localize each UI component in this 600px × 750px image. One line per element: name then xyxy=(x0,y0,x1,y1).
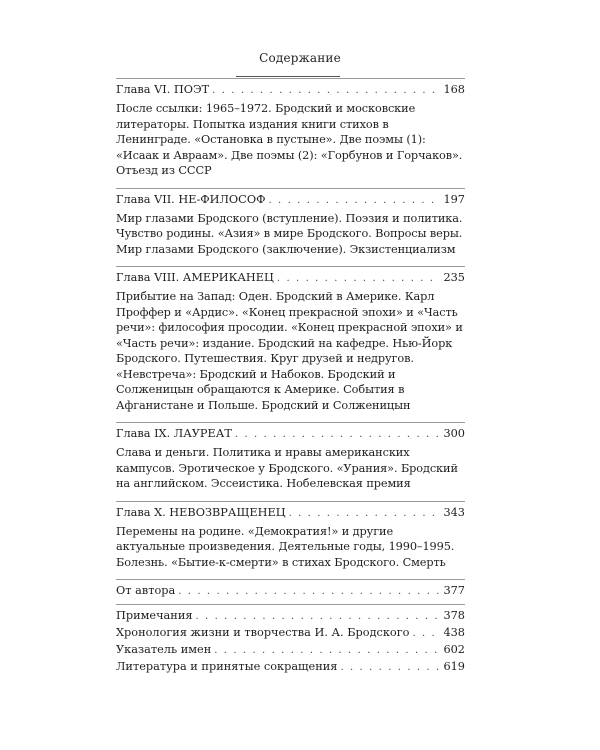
page-number: 343 xyxy=(443,505,465,519)
toc-entry[interactable] xyxy=(116,625,465,642)
toc-entry[interactable] xyxy=(116,608,465,625)
dot-leader xyxy=(212,83,440,99)
toc-entry[interactable] xyxy=(116,426,465,443)
toc-section-chapter-9 xyxy=(116,422,465,501)
page-number: 619 xyxy=(443,660,465,673)
page-number: 438 xyxy=(443,626,465,639)
toc-section-chapter-6 xyxy=(116,78,465,188)
chapter-description: После ссылки: 1965–1972. Бродский и московские литераторы. Попытка издания книги стихов в Ленинграде. «Остановка в пустыне». Две поэмы (1): «Исаак и Авраам». Две поэмы (2): «Горбунов и Горчаков». Отъезд из СССР xyxy=(116,102,463,177)
entry-title: Примечания xyxy=(116,609,193,622)
page-title: Содержание xyxy=(259,51,341,65)
chapter-title: Глава IX. ЛАУРЕАТ xyxy=(116,427,232,440)
toc-entry[interactable] xyxy=(116,642,465,659)
dot-leader xyxy=(277,271,441,287)
toc-entry[interactable] xyxy=(116,192,465,209)
toc-entry[interactable] xyxy=(116,505,465,522)
chapter-title: Глава VI. ПОЭТ xyxy=(116,83,210,96)
page-number: 235 xyxy=(443,271,465,284)
chapter-title: Глава VII. НЕ-ФИЛОСОФ xyxy=(116,192,266,206)
entry-title: Литература и принятые сокращения xyxy=(116,660,338,673)
chapter-title: Глава X. НЕВОЗВРАЩЕНЕЦ xyxy=(116,505,286,519)
toc-entry[interactable] xyxy=(116,583,465,600)
toc-entry[interactable] xyxy=(116,82,465,99)
title-divider xyxy=(236,76,340,77)
page-number: 602 xyxy=(443,643,465,656)
dot-leader xyxy=(214,643,440,659)
chapter-description: Перемены на родине. «Демократия!» и другие актуальные произведения. Деятельные годы, 1990–1995. Болезнь. «Бытие-к-смерти» в стихах Бродского. Смерть xyxy=(116,524,455,569)
dot-leader xyxy=(235,427,441,443)
page-number: 300 xyxy=(443,427,465,440)
table-of-contents xyxy=(116,78,465,685)
page-number: 377 xyxy=(443,584,465,597)
dot-leader xyxy=(268,193,440,209)
chapter-description: Мир глазами Бродского (вступление). Поэзия и политика. Чувство родины. «Азия» в мире Бродского. Вопросы веры. Мир глазами Бродского (заключение). Экзистенциализм xyxy=(116,211,463,256)
entry-title: Указатель имен xyxy=(116,643,212,656)
page-number: 197 xyxy=(443,192,465,206)
toc-section-chapter-7 xyxy=(116,188,465,267)
toc-entry[interactable] xyxy=(116,270,465,287)
toc-entry[interactable] xyxy=(116,659,465,676)
entry-title: Хронология жизни и творчества И. А. Бродского xyxy=(116,626,410,639)
toc-section-back-matter xyxy=(116,604,465,685)
entry-title: От автора xyxy=(116,584,176,597)
dot-leader xyxy=(289,506,441,522)
toc-section-author-note xyxy=(116,579,465,604)
page-number: 168 xyxy=(443,83,465,96)
chapter-description: Слава и деньги. Политика и нравы американских кампусов. Эротическое у Бродского. «Урания». Бродский на английском. Эссеистика. Нобелевская премия xyxy=(116,446,458,490)
chapter-title: Глава VIII. АМЕРИКАНЕЦ xyxy=(116,271,274,284)
toc-section-chapter-8 xyxy=(116,266,465,422)
dot-leader xyxy=(195,609,440,625)
dot-leader xyxy=(340,660,440,676)
chapter-description: Прибытие на Запад: Оден. Бродский в Америке. Карл Проффер и «Ардис». «Конец прекрасной эпохи» и «Часть речи»: философия просодии. «Конец прекрасной эпохи» и «Часть речи»: издание. Бродский на кафедре. Нью-Йорк Бродского. Путешествия. Круг друзей и недругов. «Невстреча»: Бродский и Набоков. Бродский и Солженицын обращаются к Америке. События в Афганистане и Польше. Бродский и Солженицын xyxy=(116,290,463,412)
dot-leader xyxy=(178,584,440,600)
dot-leader xyxy=(412,626,440,642)
toc-section-chapter-10 xyxy=(116,501,465,580)
page-number: 378 xyxy=(443,609,465,622)
